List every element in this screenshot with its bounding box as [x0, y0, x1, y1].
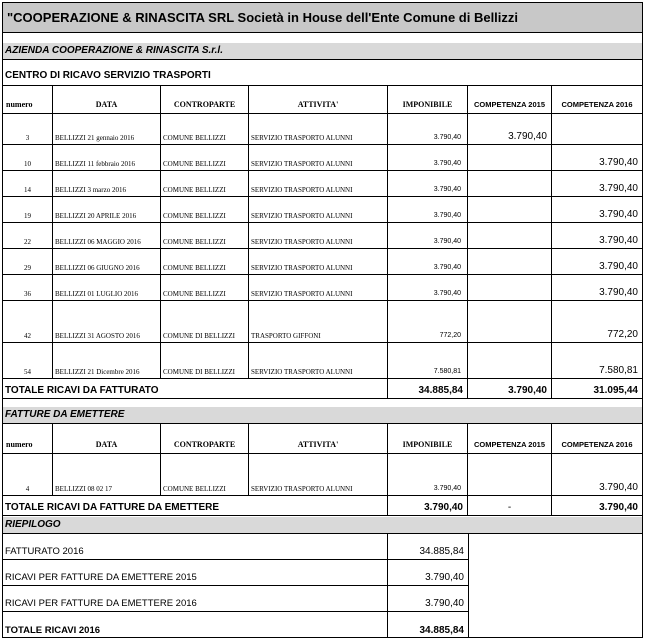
invoice-controparte: COMUNE BELLIZZI	[163, 134, 226, 142]
invoice-controparte: COMUNE BELLIZZI	[163, 212, 226, 220]
header-attivita: ATTIVITA'	[249, 86, 388, 114]
total-to-issue-imponibile: 3.790,40	[424, 502, 463, 513]
invoice-cell-data	[53, 275, 161, 301]
invoice-numero: 10	[24, 160, 31, 168]
invoice-cell-attivita	[249, 249, 388, 275]
invoice-comp2016: 3.790,40	[599, 157, 638, 168]
to-issue-header-competenza-2015: COMPETENZA 2015	[468, 424, 552, 454]
summary-label: RICAVI PER FATTURE DA EMETTERE 2016	[5, 598, 197, 609]
invoice-data: BELLIZZI 06 MAGGIO 2016	[55, 238, 141, 246]
invoice-numero: 22	[24, 238, 31, 246]
invoice-cell-attivita	[249, 223, 388, 249]
invoice-cell-imponibile	[388, 275, 468, 301]
invoice-cell-comp2016	[552, 275, 642, 301]
invoice-cell-controparte	[161, 197, 249, 223]
spreadsheet	[2, 2, 643, 638]
invoice-cell-controparte	[161, 145, 249, 171]
invoice-cell-controparte	[161, 301, 249, 343]
invoice-controparte: COMUNE BELLIZZI	[163, 264, 226, 272]
invoice-row	[3, 223, 642, 249]
invoice-cell-controparte	[161, 275, 249, 301]
invoice-imponibile: 3.790,40	[433, 134, 461, 141]
invoice-cell-imponibile	[388, 197, 468, 223]
invoice-cell-controparte	[161, 223, 249, 249]
to-issue-numero: 4	[25, 485, 30, 493]
invoice-cell-imponibile	[388, 113, 468, 145]
header-controparte: CONTROPARTE	[161, 86, 249, 114]
summary-value: 3.790,40	[425, 598, 464, 609]
invoice-cell-data	[53, 249, 161, 275]
invoice-data: BELLIZZI 31 AGOSTO 2016	[55, 332, 140, 340]
invoice-cell-numero	[3, 145, 53, 171]
invoice-cell-comp2016	[552, 249, 642, 275]
invoice-cell-attivita	[249, 343, 388, 379]
total-invoiced-imponibile: 34.885,84	[418, 385, 463, 396]
invoice-attivita: SERVIZIO TRASPORTO ALUNNI	[251, 160, 353, 168]
to-issue-cell-imponibile	[388, 454, 468, 496]
invoice-cell-comp2016	[552, 113, 642, 145]
header-numero: numero	[3, 86, 53, 114]
invoice-cell-comp2016	[552, 343, 642, 379]
invoice-row	[3, 249, 642, 275]
invoice-cell-imponibile	[388, 145, 468, 171]
summary-value: 34.885,84	[419, 546, 464, 557]
invoice-cell-comp2016	[552, 145, 642, 171]
invoice-imponibile: 3.790,40	[433, 212, 461, 219]
summary-label: TOTALE RICAVI 2016	[5, 625, 101, 636]
to-issue-attivita: SERVIZIO TRASPORTO ALUNNI	[251, 485, 353, 493]
invoice-cell-comp2016	[552, 301, 642, 343]
invoice-comp2016: 3.790,40	[599, 235, 638, 246]
to-issue-data: BELLIZZI 08 02 17	[55, 485, 112, 493]
invoice-row	[3, 171, 642, 197]
invoice-cell-controparte	[161, 171, 249, 197]
company-heading: AZIENDA COOPERAZIONE & RINASCITA S.r.l.	[3, 43, 642, 60]
invoice-cell-controparte	[161, 343, 249, 379]
to-issue-cell-numero	[3, 454, 53, 496]
invoice-cell-numero	[3, 113, 53, 145]
summary-row	[3, 534, 468, 560]
summary-label: FATTURATO 2016	[5, 546, 84, 557]
invoice-numero: 42	[24, 332, 31, 340]
invoice-cell-attivita	[249, 197, 388, 223]
invoice-cell-imponibile	[388, 249, 468, 275]
total-to-issue-label: TOTALE RICAVI DA FATTURE DA EMETTERE	[5, 502, 220, 513]
invoice-attivita: SERVIZIO TRASPORTO ALUNNI	[251, 186, 353, 194]
invoice-data: BELLIZZI 20 APRILE 2016	[55, 212, 137, 220]
invoice-controparte: COMUNE BELLIZZI	[163, 290, 226, 298]
invoice-imponibile: 3.790,40	[433, 264, 461, 271]
to-issue-comp2016: 3.790,40	[599, 482, 638, 493]
invoice-cell-data	[53, 301, 161, 343]
invoice-cell-imponibile	[388, 171, 468, 197]
invoice-comp2016: 3.790,40	[599, 261, 638, 272]
invoice-row	[3, 113, 642, 145]
invoice-data: BELLIZZI 21 Dicembre 2016	[55, 368, 140, 376]
to-issue-header-competenza-2016: COMPETENZA 2016	[552, 424, 642, 454]
total-invoiced-label: TOTALE RICAVI DA FATTURATO	[5, 385, 159, 396]
invoice-imponibile: 3.790,40	[433, 238, 461, 245]
invoice-comp2016: 772,20	[607, 329, 638, 340]
invoice-cell-data	[53, 113, 161, 145]
invoice-cell-comp2015	[468, 275, 552, 301]
invoice-row	[3, 343, 642, 379]
invoice-imponibile: 3.790,40	[433, 160, 461, 167]
invoice-cell-numero	[3, 301, 53, 343]
to-issue-cell-data	[53, 454, 161, 496]
header-imponibile: IMPONIBILE	[388, 86, 468, 114]
total-to-issue-comp2016: 3.790,40	[599, 502, 638, 513]
invoice-data: BELLIZZI 21 gennaio 2016	[55, 134, 135, 142]
invoice-numero: 54	[24, 368, 31, 376]
total-invoiced-comp2015: 3.790,40	[508, 385, 547, 396]
invoice-cell-attivita	[249, 275, 388, 301]
invoice-cell-numero	[3, 171, 53, 197]
invoice-cell-controparte	[161, 113, 249, 145]
invoice-controparte: COMUNE BELLIZZI	[163, 186, 226, 194]
invoice-comp2016: 3.790,40	[599, 183, 638, 194]
invoice-cell-comp2015	[468, 223, 552, 249]
invoice-cell-comp2015	[468, 113, 552, 145]
invoice-data: BELLIZZI 06 GIUGNO 2016	[55, 264, 140, 272]
invoice-cell-controparte	[161, 249, 249, 275]
total-to-issue-comp2015: -	[507, 502, 512, 513]
to-issue-header-controparte: CONTROPARTE	[161, 424, 249, 454]
invoice-attivita: SERVIZIO TRASPORTO ALUNNI	[251, 290, 353, 298]
to-issue-header-numero: numero	[3, 424, 53, 454]
to-issue-cell-comp2015	[468, 454, 552, 496]
invoice-attivita: SERVIZIO TRASPORTO ALUNNI	[251, 134, 353, 142]
invoice-numero: 36	[24, 290, 31, 298]
invoice-imponibile: 772,20	[439, 332, 461, 339]
invoice-row	[3, 301, 642, 343]
invoice-cell-numero	[3, 275, 53, 301]
invoice-numero: 14	[24, 186, 31, 194]
invoice-cell-numero	[3, 197, 53, 223]
invoice-cell-data	[53, 343, 161, 379]
invoice-attivita: SERVIZIO TRASPORTO ALUNNI	[251, 264, 353, 272]
to-issue-controparte: COMUNE BELLIZZI	[163, 485, 226, 493]
invoice-attivita: SERVIZIO TRASPORTO ALUNNI	[251, 368, 353, 376]
invoice-cell-comp2015	[468, 171, 552, 197]
invoice-row	[3, 145, 642, 171]
invoice-comp2016: 3.790,40	[599, 209, 638, 220]
invoice-attivita: TRASPORTO GIFFONI	[251, 332, 321, 340]
invoice-numero: 29	[24, 264, 31, 272]
to-issue-heading: FATTURE DA EMETTERE	[3, 407, 642, 424]
invoice-data: BELLIZZI 01 LUGLIO 2016	[55, 290, 139, 298]
to-issue-header-attivita: ATTIVITA'	[249, 424, 388, 454]
to-issue-header-data: DATA	[53, 424, 161, 454]
invoice-attivita: SERVIZIO TRASPORTO ALUNNI	[251, 238, 353, 246]
invoice-cell-numero	[3, 223, 53, 249]
invoice-controparte: COMUNE DI BELLIZZI	[163, 332, 235, 340]
invoice-cell-numero	[3, 343, 53, 379]
invoice-cell-comp2015	[468, 249, 552, 275]
invoice-comp2015: 3.790,40	[508, 131, 547, 142]
invoice-cell-attivita	[249, 171, 388, 197]
invoice-cell-comp2016	[552, 197, 642, 223]
report-title: "COOPERAZIONE & RINASCITA SRL Società in House dell'Ente Comune di Bellizzi	[3, 3, 642, 33]
summary-value: 3.790,40	[425, 572, 464, 583]
invoice-cell-imponibile	[388, 301, 468, 343]
to-issue-cell-controparte	[161, 454, 249, 496]
invoice-comp2016: 7.580,81	[599, 365, 638, 376]
summary-divider	[468, 534, 469, 638]
invoice-imponibile: 7.580,81	[433, 368, 461, 375]
invoice-cell-data	[53, 145, 161, 171]
invoice-cell-comp2016	[552, 223, 642, 249]
invoice-row	[3, 275, 642, 301]
to-issue-imponibile: 3.790,40	[433, 485, 461, 492]
invoice-cell-imponibile	[388, 223, 468, 249]
total-invoiced-row	[3, 379, 642, 399]
summary-label: RICAVI PER FATTURE DA EMETTERE 2015	[5, 572, 197, 583]
invoice-attivita: SERVIZIO TRASPORTO ALUNNI	[251, 212, 353, 220]
total-invoiced-comp2016: 31.095,44	[593, 385, 638, 396]
invoice-cell-data	[53, 197, 161, 223]
to-issue-row	[3, 454, 642, 496]
invoice-controparte: COMUNE BELLIZZI	[163, 238, 226, 246]
invoice-imponibile: 3.790,40	[433, 186, 461, 193]
invoice-cell-data	[53, 223, 161, 249]
header-competenza-2016: COMPETENZA 2016	[552, 86, 642, 114]
invoice-controparte: COMUNE DI BELLIZZI	[163, 368, 235, 376]
invoice-controparte: COMUNE BELLIZZI	[163, 160, 226, 168]
invoice-cell-imponibile	[388, 343, 468, 379]
invoice-numero: 19	[24, 212, 31, 220]
invoice-cell-numero	[3, 249, 53, 275]
invoice-imponibile: 3.790,40	[433, 290, 461, 297]
invoice-cell-comp2015	[468, 145, 552, 171]
invoice-cell-attivita	[249, 301, 388, 343]
summary-row	[3, 586, 468, 612]
invoice-data: BELLIZZI 3 marzo 2016	[55, 186, 126, 194]
invoice-cell-comp2015	[468, 343, 552, 379]
to-issue-header-imponibile: IMPONIBILE	[388, 424, 468, 454]
summary-row	[3, 560, 468, 586]
summary-row	[3, 612, 468, 638]
invoice-comp2016: 3.790,40	[599, 287, 638, 298]
invoice-cell-data	[53, 171, 161, 197]
invoice-cell-comp2015	[468, 197, 552, 223]
summary-heading: RIEPILOGO	[3, 517, 642, 534]
invoice-row	[3, 197, 642, 223]
to-issue-cell-comp2016	[552, 454, 642, 496]
invoice-data: BELLIZZI 11 febbraio 2016	[55, 160, 136, 168]
revenue-center-heading: CENTRO DI RICAVO SERVIZIO TRASPORTI	[5, 70, 211, 81]
header-competenza-2015: COMPETENZA 2015	[468, 86, 552, 114]
invoice-cell-comp2016	[552, 171, 642, 197]
to-issue-cell-attivita	[249, 454, 388, 496]
total-to-issue-row	[3, 496, 642, 516]
to-issue-header-row	[3, 424, 642, 454]
invoice-cell-attivita	[249, 145, 388, 171]
invoice-cell-attivita	[249, 113, 388, 145]
summary-value: 34.885,84	[419, 625, 464, 636]
header-data: DATA	[53, 86, 161, 114]
invoice-header-row	[3, 85, 642, 114]
invoice-numero: 3	[25, 134, 30, 142]
invoice-cell-comp2015	[468, 301, 552, 343]
